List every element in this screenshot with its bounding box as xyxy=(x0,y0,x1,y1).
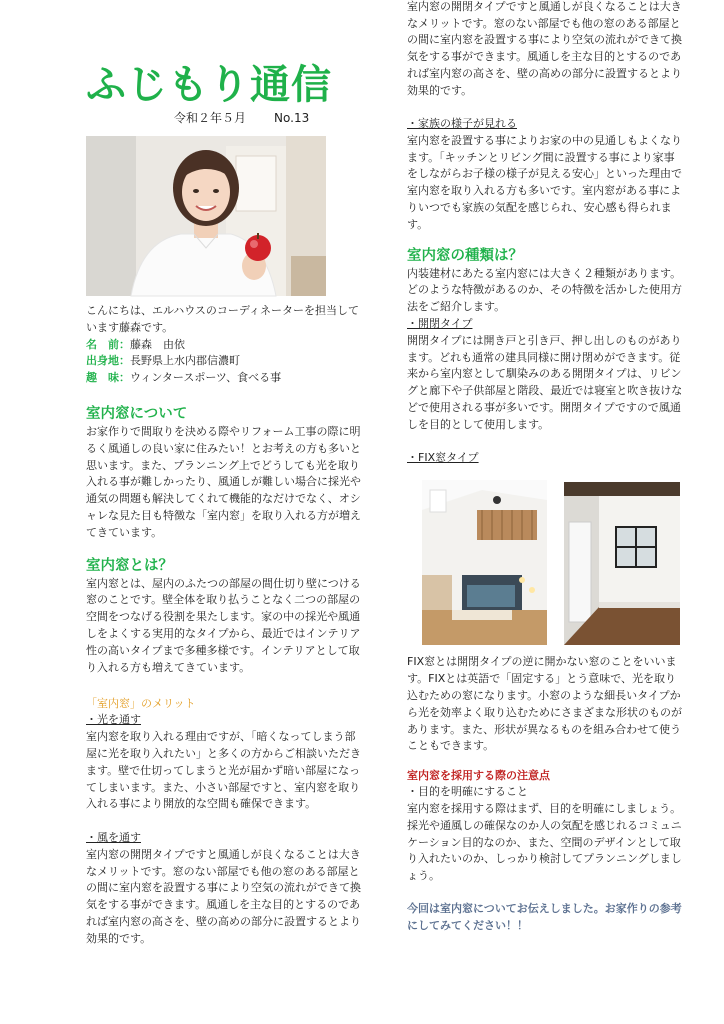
caution-point-title: ・目的を明確にすること xyxy=(407,785,528,799)
section-heading-what: 室内窓とは？ xyxy=(86,557,173,574)
types-open-body: 開閉タイプには開き戸と引き戸、押し出しのものがあります。どれも通常の建具同様に開け閉めができます。従来から室内窓として馴染みのある開閉タイプは、リビングと廊下や子供部屋と階段、最近では寝室と吹き抜けなどで使用される事が多いです。開閉タイプですので風通しを目的として使用します。 xyxy=(407,333,683,431)
types-body: 内装建材にあたる室内窓には大きく２種類があります。どのような特徴があるのか、その特徴を活かした使用方法をご紹介します。 xyxy=(407,266,682,314)
profile-value: 藤森 由依 xyxy=(130,337,185,351)
fix-window-photos xyxy=(407,480,683,650)
merit-wind-body-continued xyxy=(407,0,683,100)
caution-heading: 室内窓を採用する際の注意点 xyxy=(407,769,550,783)
caution-point-body: 室内窓を採用する際はまず、目的を明確にしましょう。採光や通風しの確保なのか人の気配を感じれるコミュニケーション目的なのか、また、空間のデザインとして取り入れたいのか、しっかり検討してプランニングしましょう。 xyxy=(407,801,682,883)
profile-block xyxy=(86,337,362,387)
types-fix-title: ・FIX窓タイプ xyxy=(407,450,479,464)
fix-window-photo-living xyxy=(422,480,547,645)
about-body: お家作りで間取りを決める際やリフォーム工事の際に明るく風通しの良い家に住みたい！とお考えの方も多いと思います。また、プランニング上でどうしても光を取り入れる事が難しかったり、風通しが難しい場合に採光や通気の問題も解決してくれて機能的なだけでなく、オシャレな見た目も特徴な「室内窓」を取り入れる方が増えてきています。 xyxy=(86,424,361,539)
profile-label: 出身地： xyxy=(86,354,130,368)
intro-text: こんにちは、エルハウスのコーディネーターを担当しています藤森です。 xyxy=(86,304,360,334)
types-open-title: ・開閉タイプ xyxy=(407,316,473,330)
merit-family-title: ・家族の様子が見れる xyxy=(407,117,517,130)
left-column xyxy=(86,62,362,945)
what-body: 室内窓とは、屋内のふたつの部屋の間仕切り壁につける窓のことです。壁全体を取り払うことなく二つの部屋の空間をつなげる役割を果たします。家の中の採光や風通しをよくする実用的なタイプから、最近ではインテリア性の高いタイプまで多種多様です。インテリアとして取り入れる方も増えてきています。 xyxy=(86,576,361,674)
living-room-illustration xyxy=(422,480,547,645)
merit-family-body: 室内窓を設置する事によりお家の中の見通しもよくなります。「キッチンとリビング間に設置する事により家事をしながらお子様の様子が見える安心」といった理由で室内窓を取り入れる方も多いです。室内窓がある事によりいつでも家族の気配を感じられ、安心感も得られます。 xyxy=(407,133,682,231)
profile-label: 趣 味： xyxy=(86,371,130,385)
newsletter-title: ふじもり通信 xyxy=(86,62,332,108)
portrait-photo xyxy=(86,136,326,296)
types-fix-body: FIX窓とは開閉タイプの逆に開かない窓のことをいいます。FIXとは英語で「固定する」とう意味で、光を取り込むための窓になります。小窓のような細長いタイプから光を効率よく取り込むためにさまざまな形状のものがあります。また、形状が異なるものを組み合わせて使うこともできます。 xyxy=(407,655,682,753)
profile-row-hometown xyxy=(86,353,362,370)
profile-row-hobby xyxy=(86,370,362,387)
closing-message: 今回は室内窓についてお伝えしました。お家作りの参考にしてみてください！！ xyxy=(407,901,682,932)
profile-row-name xyxy=(86,337,362,354)
profile-value: 長野県上水内郡信濃町 xyxy=(130,354,240,368)
merit-wind-body-overflow: 室内窓の開閉タイプですと風通しが良くなることは大きなメリットです。窓のない部屋でも他の窓のある部屋との間に室内窓を設置する事により空気の流れができて換気をする事ができます。風通しを主な目的とするのであれば室内窓の高さを、壁の高めの部分に設置するとより効果的です。 xyxy=(407,0,682,97)
merit-wind-title: ・風を通す xyxy=(86,830,141,844)
merit-heading: 「室内窓」のメリット xyxy=(86,697,196,711)
portrait-illustration xyxy=(86,136,326,296)
issue-number: No.13 xyxy=(274,111,310,125)
right-column xyxy=(407,0,683,935)
section-heading-about: 室内窓について xyxy=(86,405,188,422)
issue-line xyxy=(86,110,362,126)
merit-wind-body: 室内窓の開閉タイプですと風通しが良くなることは大きなメリットです。窓のない部屋でも他の窓のある部屋との間に室内窓を設置する事により空気の流れができて換気をする事ができます。風通しを主な目的とするのであれば室内窓の高さを、壁の高めの部分に設置するとより効果的です。 xyxy=(86,847,361,945)
fix-window-photo-hallway xyxy=(564,482,680,645)
issue-date: 令和２年５月 xyxy=(174,111,247,125)
section-heading-types: 室内窓の種類は？ xyxy=(407,247,523,264)
profile-value: ウィンタースポーツ、食べる事 xyxy=(130,371,282,385)
merit-light-body: 室内窓を取り入れる理由ですが、「暗くなってしまう部屋に光を取り入れたい」と多くの方からご相談いただきます。壁で仕切ってしまうと光が届かず暗い部屋になってしまいます。また、小さい部屋ですと、室内窓を取り入れる事により開放的な空間も確保できます。 xyxy=(86,730,361,811)
hallway-illustration xyxy=(564,482,680,645)
profile-label: 名 前： xyxy=(86,337,130,351)
merit-light-title: ・光を通す xyxy=(86,713,141,727)
